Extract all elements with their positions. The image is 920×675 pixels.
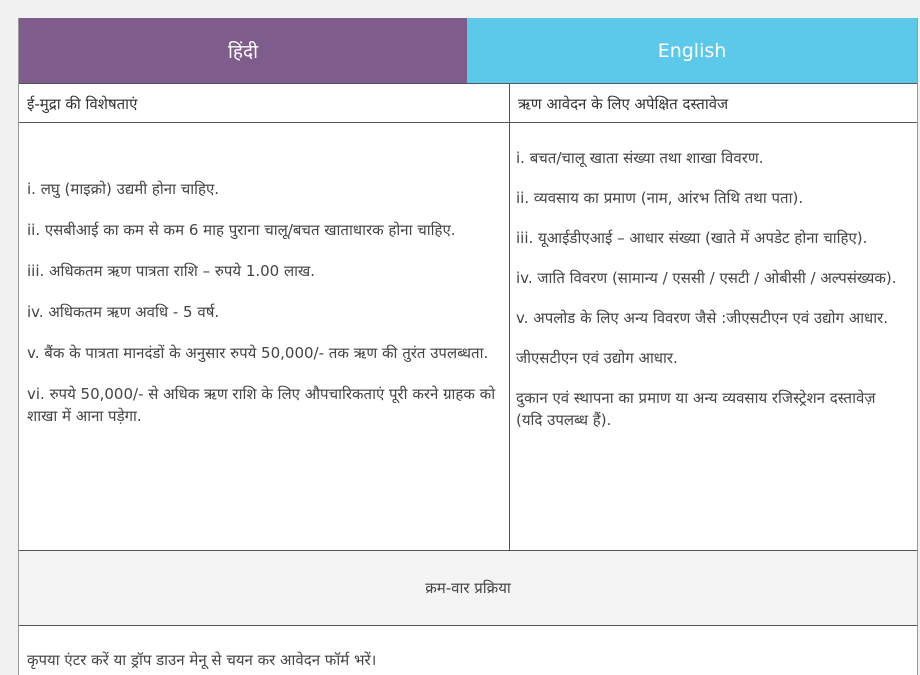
- process-heading: क्रम-वार प्रक्रिया: [19, 551, 917, 626]
- features-header: ई-मुद्रा की विशेषताएं: [19, 84, 510, 122]
- table-header-row: [19, 83, 917, 123]
- feature-item: v. बैंक के पात्रता मानदंडों के अनुसार रुपये 50,000/- तक ऋण की तुरंत उपलब्धता.: [27, 344, 489, 362]
- tab-hindi[interactable]: हिंदी: [19, 18, 467, 83]
- document-item: दुकान एवं स्थापना का प्रमाण या अन्य व्यवसाय रजिस्ट्रेशन दस्तावेज़ (यदि उपलब्ध हैं).: [516, 389, 876, 429]
- content-frame: [18, 18, 918, 675]
- features-list: [19, 123, 510, 550]
- document-item: जीएसटीएन एवं उद्योग आधार.: [516, 349, 678, 367]
- feature-item: vi. रुपये 50,000/- से अधिक ऋण राशि के लिए औपचारिकताएं पूरी करने ग्राहक को शाखा में आना पड़ेगा.: [27, 385, 496, 425]
- documents-list: [510, 123, 917, 550]
- document-item: iii. यूआईडीएआई – आधार संख्या (खाते में अपडेट होना चाहिए).: [516, 229, 868, 247]
- feature-item: iv. अधिकतम ऋण अवधि - 5 वर्ष.: [27, 303, 220, 321]
- documents-header: ऋण आवेदन के लिए अपेक्षित दस्तावेज: [518, 95, 729, 113]
- document-item: iv. जाति विवरण (सामान्य / एससी / एसटी / ओबीसी / अल्पसंख्यक).: [516, 269, 897, 287]
- feature-item: iii. अधिकतम ऋण पात्रता राशि – रुपये 1.00 लाख.: [27, 262, 316, 280]
- feature-item: ii. एसबीआई का कम से कम 6 माह पुराना चालू/बचत खाताधारक होना चाहिए.: [27, 221, 456, 239]
- document-item: ii. व्यवसाय का प्रमाण (नाम, आंरभ तिथि तथा पता).: [516, 189, 804, 207]
- tab-english[interactable]: English: [467, 18, 917, 83]
- document-item: v. अपलोड के लिए अन्य विवरण जैसे :जीएसटीएन एवं उद्योग आधार.: [516, 309, 889, 327]
- table-content-row: [19, 123, 917, 551]
- document-item: i. बचत/चालू खाता संख्या तथा शाखा विवरण.: [516, 149, 764, 167]
- feature-item: i. लघु (माइक्रो) उद्यमी होना चाहिए.: [27, 180, 220, 198]
- process-instruction: कृपया एंटर करें या ड्रॉप डाउन मेनू से चयन कर आवेदन फॉर्म भरें।: [27, 651, 377, 669]
- language-tabs: [19, 18, 917, 83]
